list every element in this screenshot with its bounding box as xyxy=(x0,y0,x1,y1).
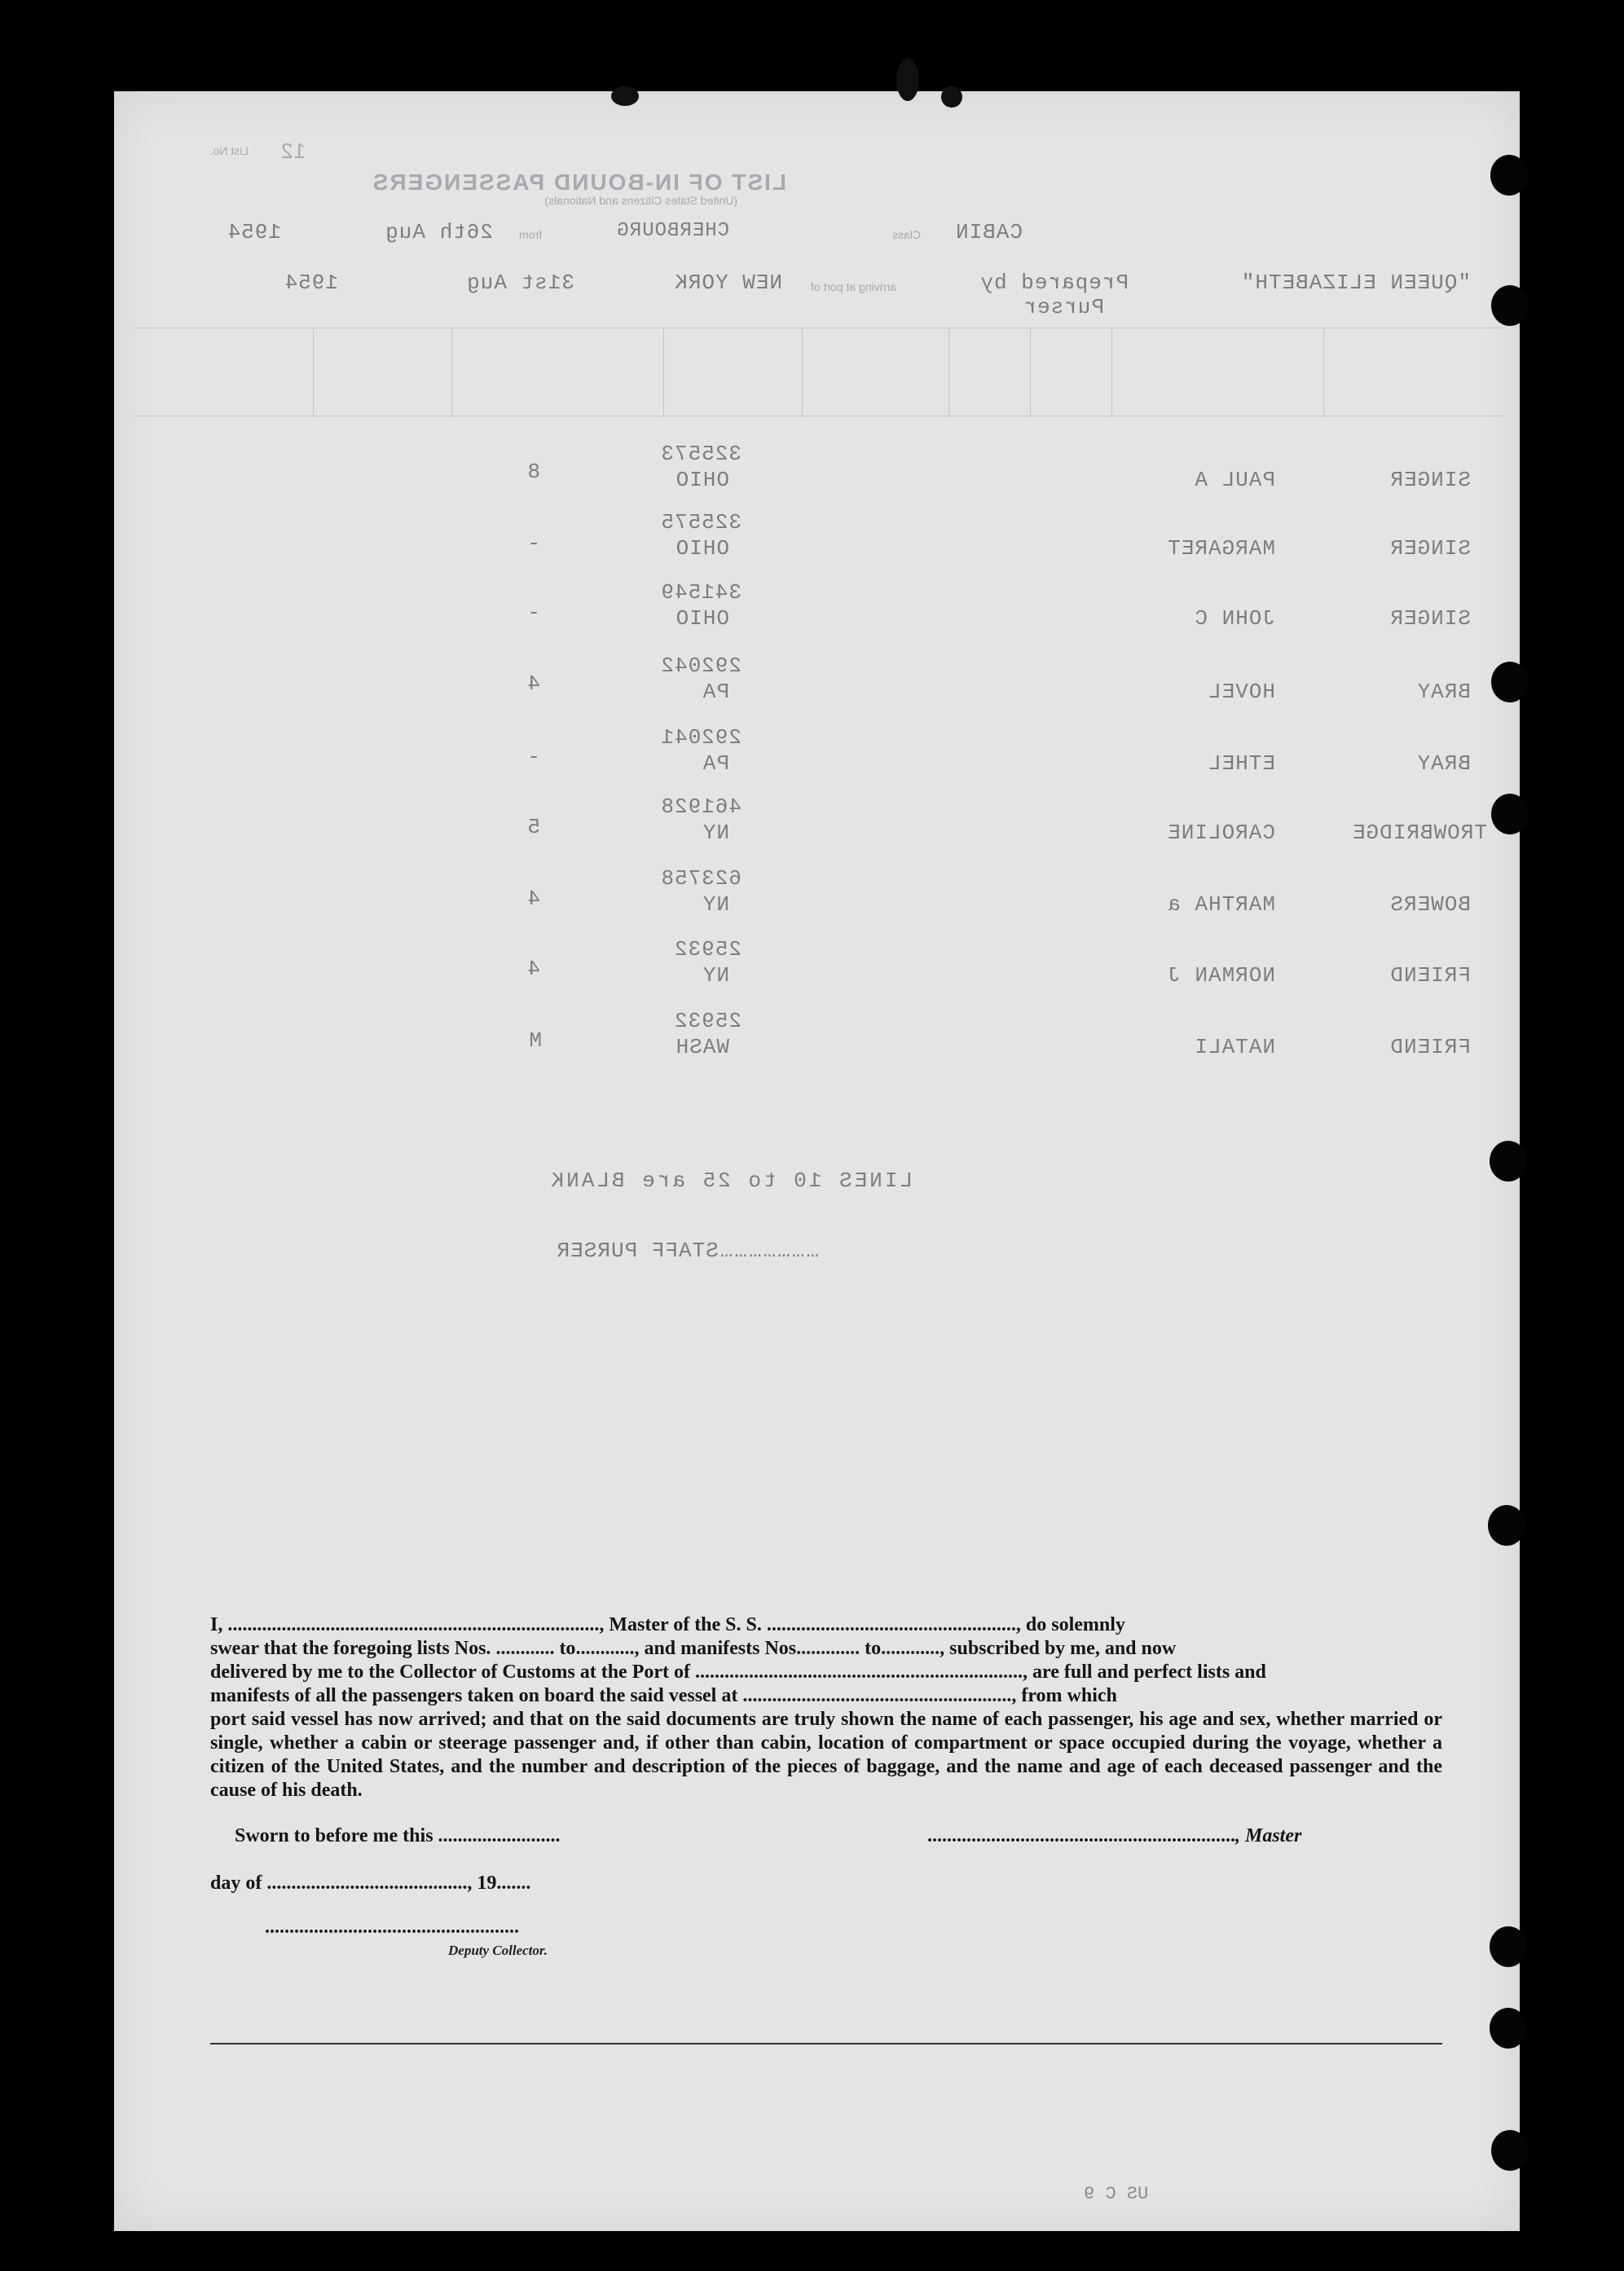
passenger-given-name: HOVEL xyxy=(1207,680,1275,704)
passenger-state: WASH xyxy=(675,1035,729,1059)
oath-text: , and manifests Nos. xyxy=(634,1638,802,1659)
passenger-given-name: NATALI xyxy=(1194,1035,1275,1059)
manifest-to-blank: ............ xyxy=(881,1638,940,1659)
oath-line-2 xyxy=(210,1637,1442,1661)
col-rule xyxy=(1030,328,1031,417)
master-signature-line xyxy=(927,1825,1301,1847)
prepared-by: Prepared by xyxy=(979,271,1129,295)
from-label: from xyxy=(519,228,542,241)
passenger-given-name: MARGARET xyxy=(1167,536,1275,561)
oath-text: , are full and perfect lists and xyxy=(1022,1661,1266,1683)
punch-hole xyxy=(1491,662,1529,702)
punch-hole xyxy=(1490,1141,1527,1182)
tear-mark xyxy=(941,86,962,108)
day-of-line xyxy=(210,1873,530,1895)
passenger-given-name: ETHEL xyxy=(1207,751,1275,776)
form-code: US C 9 xyxy=(1084,2184,1149,2204)
oath-text: to xyxy=(559,1638,576,1659)
passenger-age: 8 xyxy=(526,460,540,484)
master-signature-blank: ............................................................... xyxy=(927,1825,1235,1846)
origin-port-blank: ....................................................... xyxy=(742,1685,1012,1706)
bleed-through-content xyxy=(114,91,1520,1395)
oath-text: delivered by me to the Collector of Customs at the Port of xyxy=(210,1661,690,1683)
oath-text: , Master of the S. S. xyxy=(599,1614,762,1635)
passenger-state: PA xyxy=(702,751,729,776)
list-from-blank: ............ xyxy=(495,1638,555,1659)
vessel-name-blank: ................................................... xyxy=(766,1614,1016,1635)
master-oath xyxy=(210,1613,1442,1802)
passenger-state: OHIO xyxy=(675,536,729,561)
oath-text: , do solemnly xyxy=(1015,1614,1125,1635)
passenger-surname: FRIEND xyxy=(1389,963,1471,988)
prepared-by-role: Purser xyxy=(1023,295,1104,319)
passenger-age: - xyxy=(526,745,540,769)
passenger-state: NY xyxy=(702,963,729,988)
passenger-surname: BRAY xyxy=(1416,751,1471,776)
blank-lines-note: LINES 10 to 25 are BLANK xyxy=(548,1169,913,1193)
signature-dots: ………………… xyxy=(718,1239,819,1263)
passenger-number: 292041 xyxy=(660,725,742,750)
signature-title: STAFF PURSER xyxy=(556,1239,719,1263)
vessel-name: "QUEEN ELIZABETH" xyxy=(1240,271,1471,295)
arriving-label: arriving at port of xyxy=(810,280,896,293)
punch-hole xyxy=(1488,1505,1525,1546)
year-prefix: , 19 xyxy=(467,1873,497,1894)
punch-hole xyxy=(1491,2130,1529,2171)
oath-text: , subscribed by me, and now xyxy=(940,1638,1177,1659)
punch-hole xyxy=(1490,1926,1527,1967)
oath-text: swear that the foregoing lists Nos. xyxy=(210,1638,491,1659)
oath-line-3 xyxy=(210,1661,1442,1684)
passenger-given-name: MARTHA a xyxy=(1167,892,1275,917)
arrival-port: NEW YORK xyxy=(674,271,782,295)
passenger-surname: SINGER xyxy=(1389,536,1471,561)
bottom-rule xyxy=(210,2043,1442,2044)
oath-line-4 xyxy=(210,1684,1442,1708)
sworn-date-blank: ......................... xyxy=(438,1825,561,1846)
col-rule xyxy=(802,328,803,417)
oath-text: , from which xyxy=(1011,1685,1117,1706)
tear-mark xyxy=(896,59,919,101)
master-name-blank: ............................................................................ xyxy=(227,1614,600,1635)
form-title: LIST OF IN-BOUND PASSENGERS xyxy=(371,169,786,195)
punch-hole xyxy=(1490,155,1528,196)
year-blank: ....... xyxy=(496,1873,531,1894)
passenger-surname: SINGER xyxy=(1389,606,1471,631)
passenger-state: PA xyxy=(702,680,729,704)
form-subtitle: (United States Citizens and Nationals) xyxy=(544,194,737,207)
staff-purser-signature xyxy=(557,1239,819,1263)
passenger-surname: BRAY xyxy=(1416,680,1471,704)
port-blank: ................................................................... xyxy=(694,1661,1023,1683)
manifest-page xyxy=(114,91,1520,2231)
tear-mark xyxy=(611,86,639,106)
punch-hole xyxy=(1491,794,1529,834)
passenger-number: 292042 xyxy=(660,654,742,678)
departure-year: 1954 xyxy=(227,220,281,244)
passenger-given-name: PAUL A xyxy=(1194,468,1275,492)
passenger-state: NY xyxy=(702,892,729,917)
arrival-date: 31st Aug xyxy=(466,271,574,295)
class-value: CABIN xyxy=(954,220,1023,244)
sworn-text: Sworn to before me this xyxy=(235,1825,434,1846)
deputy-signature-blank: .................................................... xyxy=(265,1917,519,1938)
punch-hole xyxy=(1490,2008,1527,2049)
col-rule xyxy=(1323,328,1324,417)
passenger-age: 5 xyxy=(526,815,540,839)
sworn-line xyxy=(235,1825,561,1847)
passenger-given-name: JOHN C xyxy=(1194,606,1275,631)
arrival-year: 1954 xyxy=(284,271,338,295)
passenger-age: 4 xyxy=(526,957,540,981)
passenger-age: 4 xyxy=(526,887,540,911)
from-port: CHERBOURG xyxy=(616,220,729,242)
passenger-surname: BOWERS xyxy=(1389,892,1471,917)
col-rule xyxy=(1111,328,1112,417)
passenger-number: 325573 xyxy=(660,442,742,466)
passenger-age: M xyxy=(528,1028,542,1053)
passenger-age: - xyxy=(526,601,540,625)
passenger-surname: SINGER xyxy=(1389,468,1471,492)
list-no: 12 xyxy=(280,139,306,163)
passenger-given-name: CAROLINE xyxy=(1167,821,1275,845)
passenger-state: OHIO xyxy=(675,468,729,492)
passenger-age: - xyxy=(526,531,540,556)
col-rule xyxy=(663,328,664,417)
passenger-state: OHIO xyxy=(675,606,729,631)
col-rule xyxy=(313,328,314,417)
oath-text: manifests of all the passengers taken on board the said vessel at xyxy=(210,1685,738,1706)
oath-text: to xyxy=(865,1638,882,1659)
list-to-blank: ............ xyxy=(575,1638,635,1659)
passenger-number: 25932 xyxy=(673,1009,742,1033)
deputy-collector-label: Deputy Collector. xyxy=(448,1943,548,1958)
passenger-number: 461928 xyxy=(660,794,742,819)
oath-line-1 xyxy=(210,1613,1442,1637)
passenger-surname: TROWBRIDGE xyxy=(1351,821,1487,845)
day-of-text: day of xyxy=(210,1873,262,1894)
passenger-number: 325575 xyxy=(660,510,742,535)
manifest-from-blank: ............ xyxy=(801,1638,860,1659)
passenger-surname: FRIEND xyxy=(1389,1035,1471,1059)
master-label: , Master xyxy=(1235,1825,1302,1846)
day-of-blank: ......................................... xyxy=(266,1873,468,1894)
col-rule xyxy=(948,328,949,417)
passenger-state: NY xyxy=(702,821,729,845)
passenger-number: 25932 xyxy=(673,937,742,962)
list-no-label: List No. xyxy=(209,144,249,157)
passenger-given-name: NORMAN J xyxy=(1167,963,1275,988)
passenger-number: 623758 xyxy=(660,866,742,891)
class-label: Class xyxy=(891,228,921,241)
oath-text: I, xyxy=(210,1614,223,1635)
oath-body: port said vessel has now arrived; and that on the said documents are truly shown the name of each passenger, his age and sex, whether married or single, whether a cabin or steerage passenger and, if other than cabin, location of compartment or space occupied during the voyage, whether a citizen of the United States, and the number and description of the pieces of baggage, and the name and age of each deceased passenger and the cause of his death. xyxy=(210,1709,1442,1801)
col-rule xyxy=(451,328,452,417)
passenger-age: 4 xyxy=(526,671,540,696)
passenger-number: 341549 xyxy=(660,580,742,605)
punch-hole xyxy=(1491,285,1529,326)
departure-date: 26th Aug xyxy=(385,220,493,244)
